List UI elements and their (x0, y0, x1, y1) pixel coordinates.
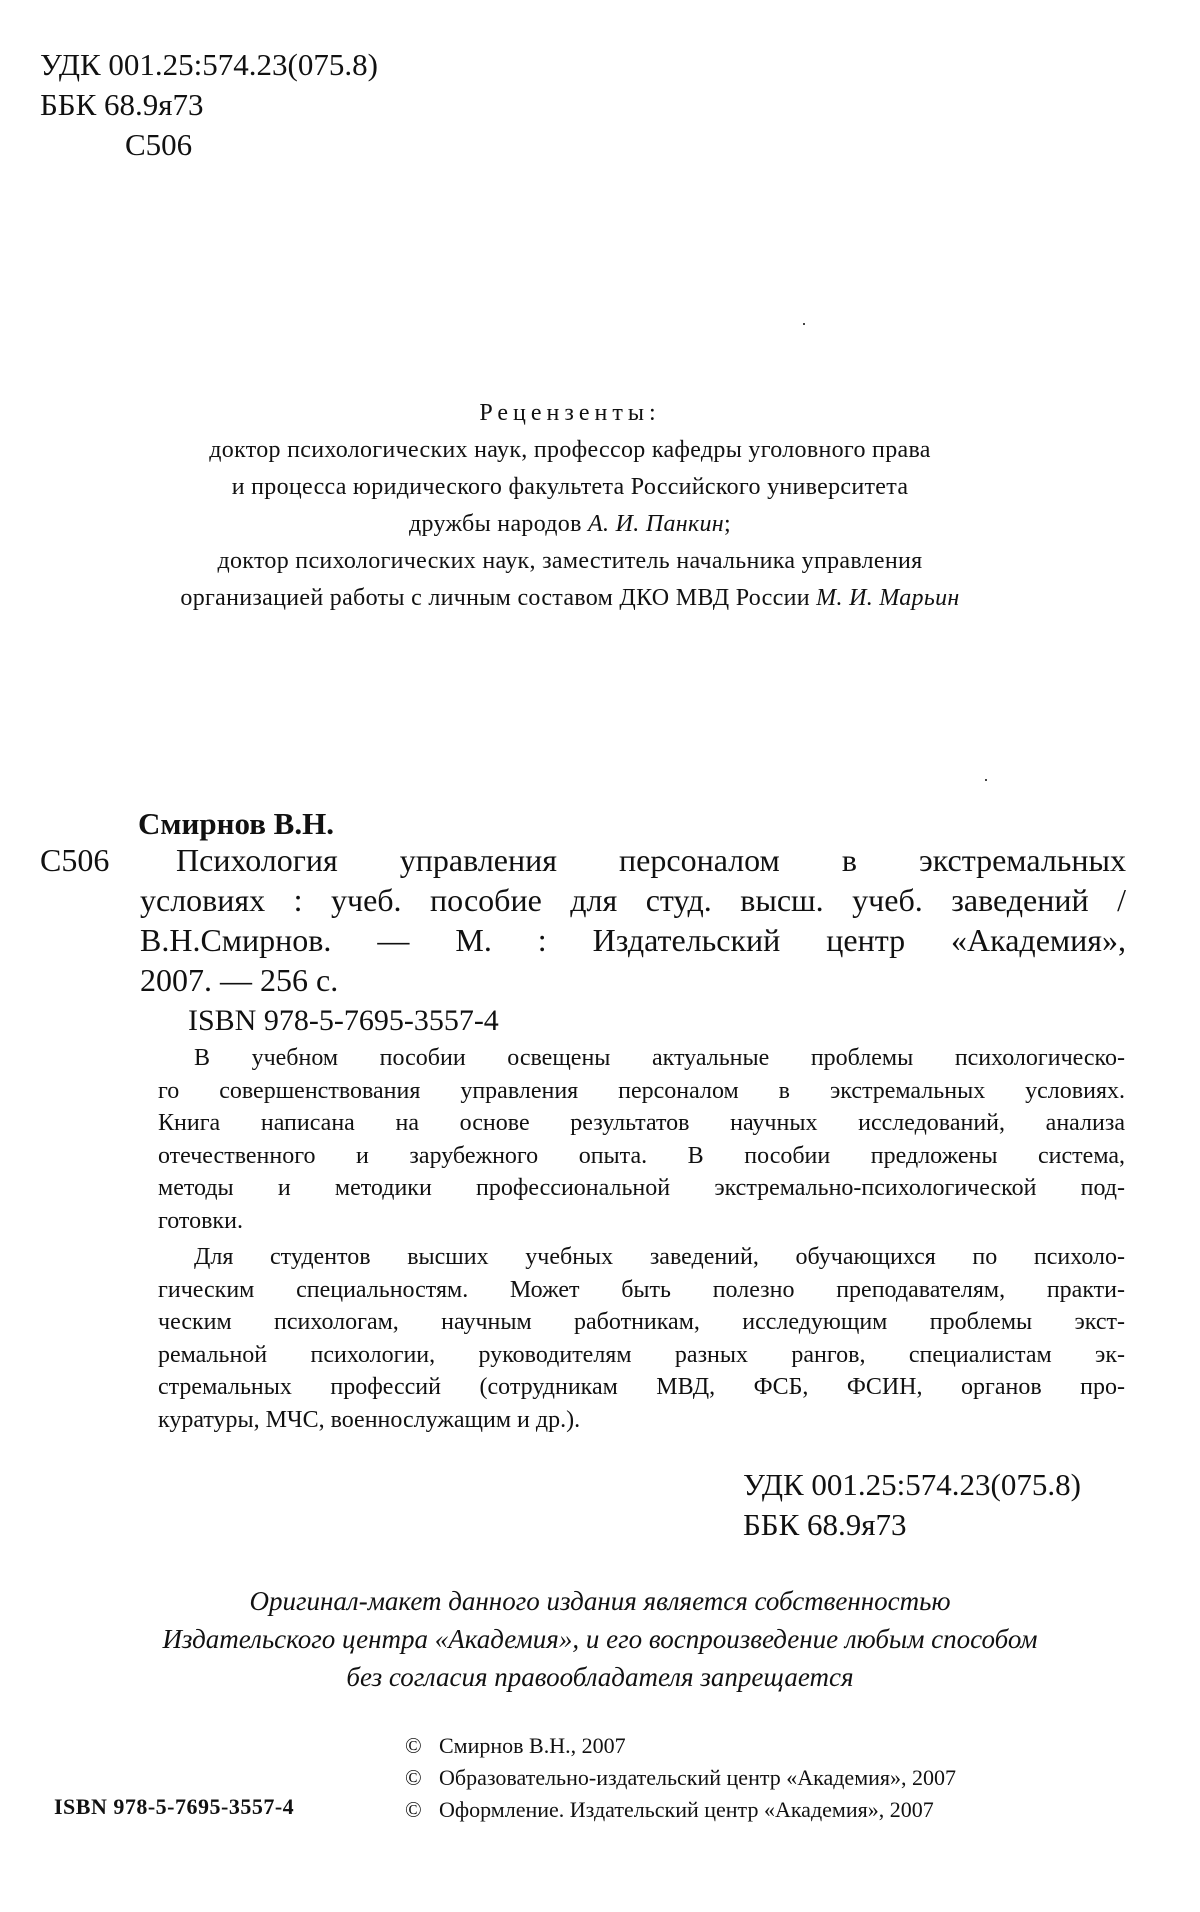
reviewer-line (70, 506, 1070, 543)
catalog-isbn: ISBN 978-5-7695-3557-4 (188, 1004, 499, 1037)
copyright-icon: © (405, 1733, 422, 1758)
abstract-paragraph-1 (158, 1042, 1125, 1237)
reviewer-line (70, 580, 1070, 617)
catalog-entry (140, 840, 1126, 1000)
abstract-line: В учебном пособии освещены актуальные проблемы психологическо- (194, 1045, 1125, 1071)
abstract-line: ческим психологам, научным работникам, исследующим проблемы экст- (158, 1309, 1125, 1335)
copyright-icon: © (405, 1765, 422, 1790)
catalog-code: С506 (40, 842, 110, 878)
reviewer-line: и процесса юридического факультета Российского университета (231, 474, 909, 500)
abstract (158, 1042, 1125, 1436)
footer-codes (743, 1465, 1081, 1545)
catalog-line: 2007. — 256 с. (140, 962, 339, 998)
notice-line: без согласия правообладателя запрещается (346, 1662, 854, 1692)
speck (985, 779, 987, 781)
udk-code: УДК 001.25:574.23(075.8) (743, 1467, 1081, 1502)
copyright-icon: © (405, 1797, 422, 1822)
copyright-text: Оформление. Издательский центр «Академия», 2007 (439, 1797, 934, 1822)
copyright-notice (40, 1582, 1160, 1696)
reviewer-name: М. И. Марьин (816, 585, 960, 611)
speck (803, 323, 805, 325)
udk-code: УДК 001.25:574.23(075.8) (40, 47, 378, 82)
reviewer-name: А. И. Панкин (588, 511, 725, 537)
copyright-list (405, 1730, 956, 1826)
bbk-code: ББК 68.9я73 (743, 1507, 907, 1542)
reviewer-text: дружбы народов (409, 511, 589, 537)
catalog-line: В.Н.Смирнов. — М. : Издательский центр «Академия», (140, 922, 1126, 958)
copyright-item (405, 1794, 956, 1826)
notice-line: Оригинал-макет данного издания является собственностью (249, 1586, 951, 1616)
copyright-item (405, 1730, 956, 1762)
reviewer-text: организацией работы с личным составом ДКО МВД России (180, 585, 817, 611)
abstract-line: куратуры, МЧС, военнослужащим и др.). (158, 1406, 581, 1433)
header-codes (40, 45, 378, 165)
abstract-line: гическим специальностям. Может быть полезно преподавателям, практи- (158, 1276, 1125, 1303)
copyright-text: Смирнов В.Н., 2007 (439, 1733, 626, 1758)
catalog-line: Психология управления персоналом в экстремальных (176, 842, 1126, 878)
copyright-item (405, 1762, 956, 1794)
catalog-author: Смирнов В.Н. (138, 806, 334, 841)
reviewers-caption: Рецензенты: (479, 400, 661, 426)
isbn-bottom: ISBN 978-5-7695-3557-4 (54, 1794, 295, 1819)
abstract-line: ремальной психологии, руководителям разных рангов, специалистам эк- (158, 1341, 1125, 1368)
reviewers-block (70, 395, 1070, 617)
copyright-text: Образовательно-издательский центр «Академия», 2007 (439, 1765, 957, 1790)
reviewer-line: доктор психологических наук, заместитель начальника управления (217, 548, 923, 574)
abstract-line: отечественного и зарубежного опыта. В пособии предложены система, (158, 1142, 1125, 1169)
author-mark: С506 (125, 127, 193, 162)
abstract-line: стремальных профессий (сотрудникам МВД, ФСБ, ФСИН, органов про- (158, 1374, 1125, 1400)
catalog-line: условиях : учеб. пособие для студ. высш. учеб. заведений / (140, 882, 1126, 918)
abstract-line: Книга написана на основе результатов научных исследований, анализа (158, 1110, 1125, 1136)
abstract-line: го совершенствования управления персоналом в экстремальных условиях. (158, 1077, 1125, 1104)
abstract-paragraph-2 (158, 1241, 1125, 1436)
reviewer-punct: ; (724, 511, 731, 537)
abstract-line: методы и методики профессиональной экстремально-психологической под- (158, 1175, 1125, 1201)
notice-line: Издательского центра «Академия», и его воспроизведение любым способом (162, 1624, 1038, 1654)
reviewer-line: доктор психологических наук, профессор кафедры уголовного права (209, 437, 931, 463)
abstract-line: готовки. (158, 1207, 243, 1234)
abstract-line: Для студентов высших учебных заведений, обучающихся по психоло- (194, 1244, 1125, 1270)
bbk-code: ББК 68.9я73 (40, 87, 204, 122)
